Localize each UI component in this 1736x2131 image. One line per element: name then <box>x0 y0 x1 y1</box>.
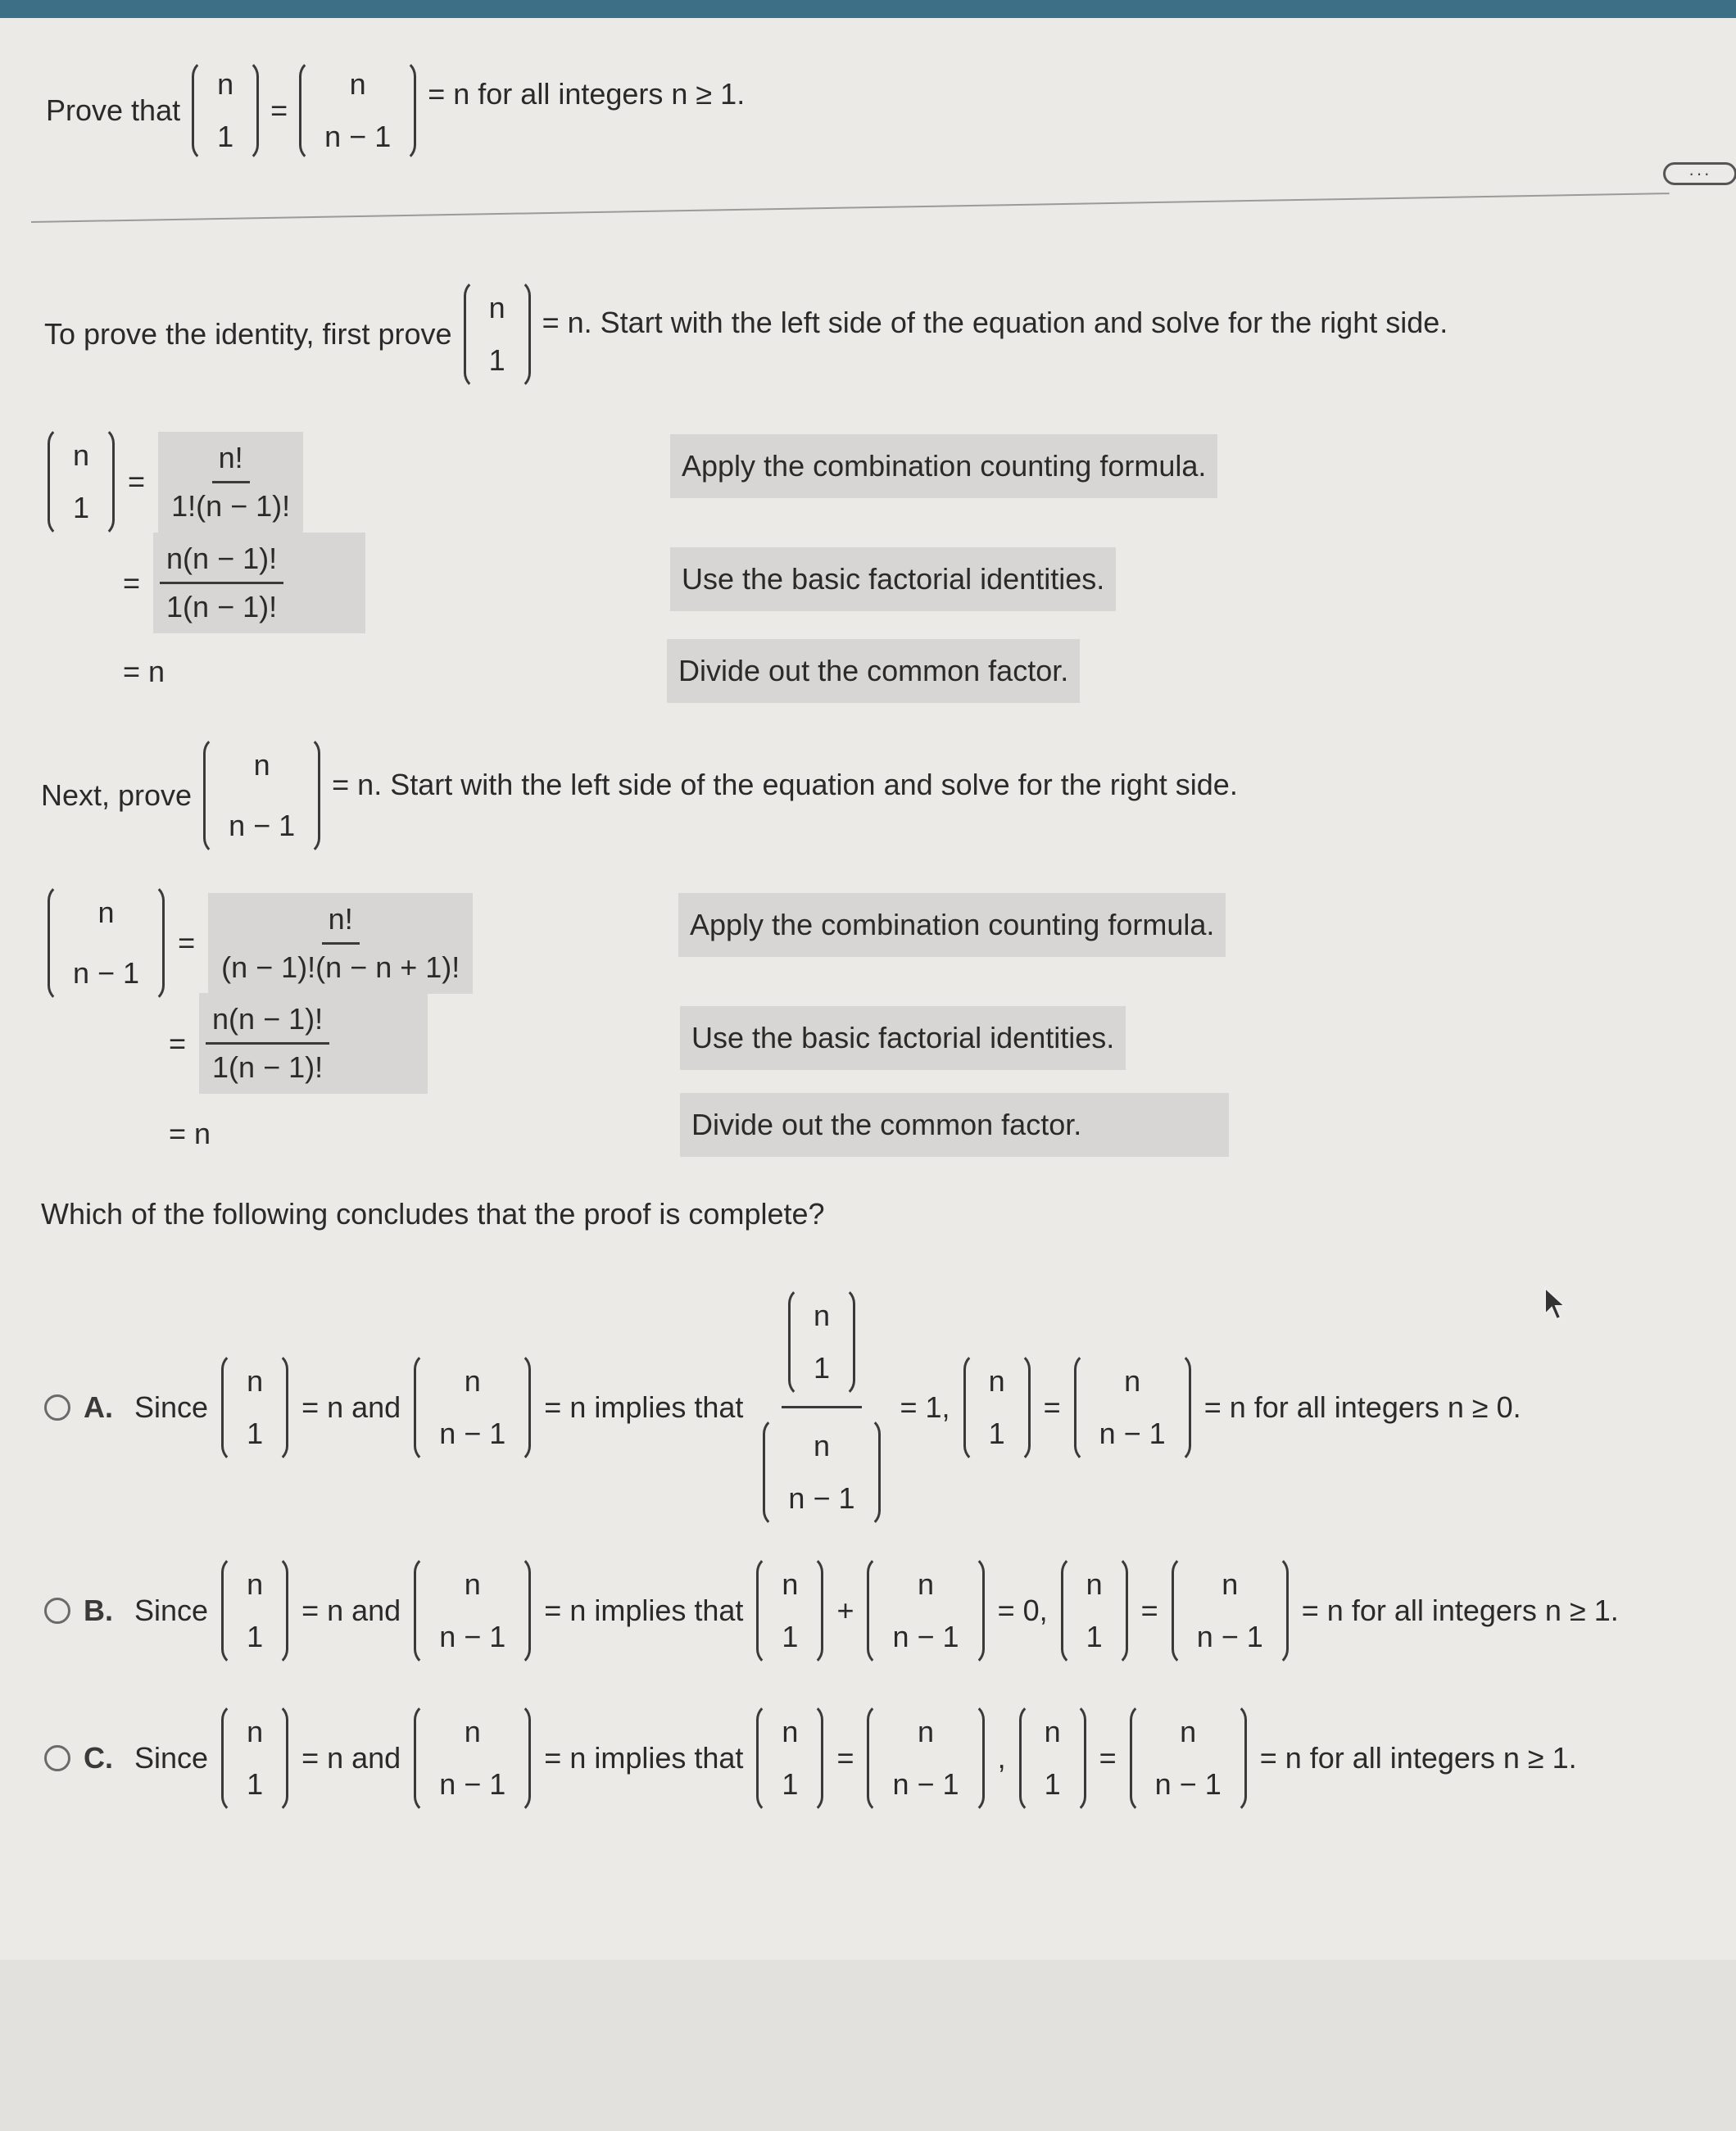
reason-box[interactable]: Divide out the common factor. <box>680 1093 1229 1157</box>
binom-n-1: n 1 <box>221 1703 288 1814</box>
formula-box[interactable]: $\frac{n(n - 1)!}{1(n - 1)!}$ <box>153 533 365 633</box>
mouse-cursor-icon <box>1543 1286 1568 1322</box>
binom-n-1: n 1 <box>1061 1555 1128 1666</box>
part2-step1: n n − 1 = $\frac{n!}{(n - 1)!(n - n + 1)!}$ <box>48 883 473 1003</box>
binom-n-nminus1: n n − 1 <box>48 883 165 1003</box>
option-b[interactable]: B. Since n 1 = n and n n − 1 = n implies that n 1 + n n − 1 = 0, n 1 = n n − 1 = n for all integers n ≥ 1. <box>44 1555 1619 1666</box>
binom-n-nminus1: n n − 1 <box>203 736 320 855</box>
radio-option-c[interactable] <box>44 1745 70 1771</box>
part1-intro: To prove the identity, first prove n 1 = n. Start with the left side of the equation and solve for the right side. <box>44 279 1448 390</box>
binom-n-nminus1: n n − 1 <box>1074 1352 1191 1463</box>
binom-n-1: n 1 <box>221 1352 288 1463</box>
binom-n-1: n 1 <box>756 1555 823 1666</box>
part1-step2: = $\frac{n(n - 1)!}{1(n - 1)!}$ <box>123 533 365 633</box>
formula-box[interactable]: $\frac{n(n - 1)!}{1(n - 1)!}$ <box>199 993 428 1094</box>
binom-n-1: n 1 <box>788 1286 855 1398</box>
reason-box[interactable]: Apply the combination counting formula. <box>670 434 1217 498</box>
binom-n-nminus1: n n − 1 <box>867 1703 984 1814</box>
binom-n-1: n 1 <box>48 426 115 537</box>
option-a[interactable]: A. Since n 1 = n and n n − 1 = n implies that n 1 n n − 1 = 1, n 1 = n n − 1 = n for all integers n ≥ 0. <box>44 1286 1521 1528</box>
binom-n-nminus1: n n − 1 <box>1130 1703 1247 1814</box>
part2-step2: = $\frac{n(n - 1)!}{1(n - 1)!}$ <box>169 993 428 1094</box>
reason-box[interactable]: Apply the combination counting formula. <box>678 893 1226 957</box>
part1-step1: n 1 = $\frac{n!}{1!(n - 1)!}$ <box>48 426 303 537</box>
problem-statement: Prove that n 1 = n n − 1 = n for all integers n ≥ 1. <box>46 59 745 162</box>
question-text: Which of the following concludes that the proof is complete? <box>41 1197 825 1231</box>
binom-n-nminus1: n n − 1 <box>1172 1555 1289 1666</box>
radio-option-a[interactable] <box>44 1394 70 1421</box>
binom-n-nminus1: n n − 1 <box>763 1417 880 1528</box>
reason-box[interactable]: Divide out the common factor. <box>667 639 1080 703</box>
binom-n-nminus1: n n − 1 <box>414 1555 531 1666</box>
part1-step3: = n <box>123 655 165 688</box>
binom-n-nminus1: n n − 1 <box>414 1703 531 1814</box>
binom-n-nminus1: n n − 1 <box>414 1352 531 1463</box>
formula-box[interactable]: $\frac{n!}{(n - 1)!(n - n + 1)!}$ <box>208 893 473 994</box>
ratio-fraction <box>756 1286 886 1528</box>
binom-n-1: n 1 <box>1019 1703 1086 1814</box>
prove-that-label: Prove that <box>46 93 181 127</box>
option-c[interactable]: C. Since n 1 = n and n n − 1 = n implies that n 1 = n n − 1 , n 1 = n n − 1 = n for all integers n ≥ 1. <box>44 1703 1577 1814</box>
binom-n-1: n 1 <box>192 59 259 162</box>
binom-n-1: n 1 <box>221 1555 288 1666</box>
binom-n-1: n 1 <box>464 279 531 390</box>
binom-n-nminus1: n n − 1 <box>299 59 416 162</box>
binom-n-1: n 1 <box>756 1703 823 1814</box>
radio-option-b[interactable] <box>44 1598 70 1624</box>
more-icon: ··· <box>1688 163 1711 184</box>
top-bar <box>0 0 1736 18</box>
binom-n-nminus1: n n − 1 <box>867 1555 984 1666</box>
binom-n-1: n 1 <box>963 1352 1031 1463</box>
part2-step3: = n <box>169 1117 211 1150</box>
formula-box[interactable]: $\frac{n!}{1!(n - 1)!}$ <box>158 432 303 533</box>
part2-intro: Next, prove n n − 1 = n. Start with the left side of the equation and solve for the right side. <box>41 736 1238 855</box>
page-footer-area <box>0 1960 1736 2131</box>
problem-tail: = n for all integers n ≥ 1. <box>428 77 746 111</box>
reason-box[interactable]: Use the basic factorial identities. <box>670 547 1116 611</box>
more-options-button[interactable] <box>1663 162 1736 185</box>
reason-box[interactable]: Use the basic factorial identities. <box>680 1006 1126 1070</box>
